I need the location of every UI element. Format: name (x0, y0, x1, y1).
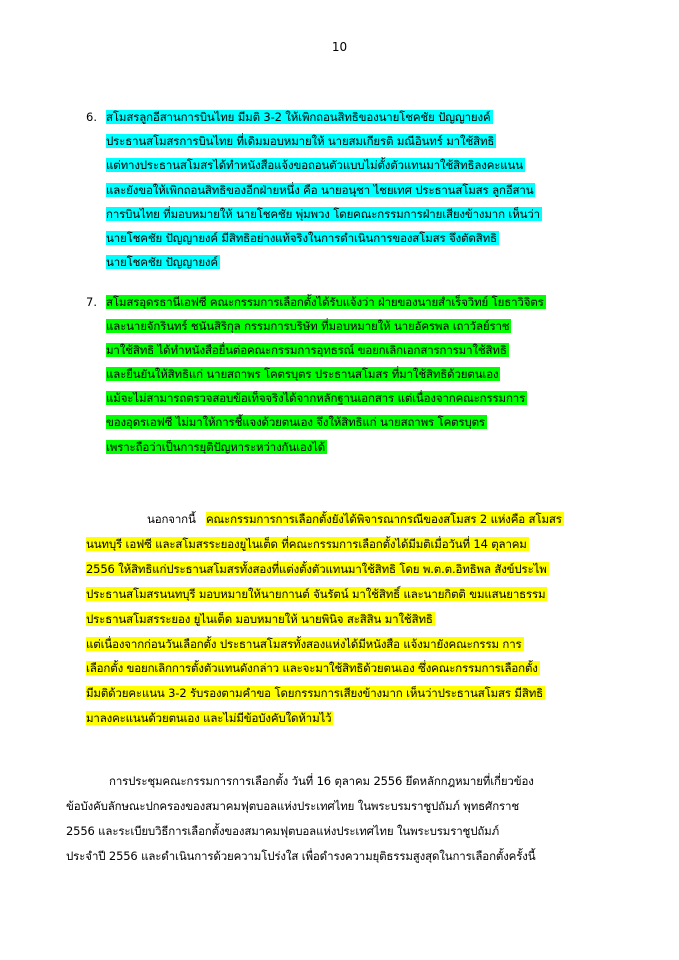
item-7-line: ของอุดรเอฟซี ไม่มาให้การชี้แจงด้วยตนเอง จึงให้สิทธิแก่ นายสถาพร โคตรบุตร (106, 415, 485, 429)
paragraph-line: 2556 และระเบียบวิธีการเลือกตั้งของสมาคมฟุตบอลแห่งประเทศไทย ในพระบรมราชูปถัมภ์ (66, 824, 500, 838)
item-6-line: และยังขอให้เพิกถอนสิทธิของอีกฝ่ายหนึ่ง คือ นายอนุชา ไชยเทศ ประธานสโมสร ลูกอีสาน (106, 183, 534, 197)
item-6-number: 6. (86, 110, 97, 124)
item-6-line: นายโชคชัย ปัญญายงค์ (106, 255, 218, 269)
paragraph-line: เลือกตั้ง ขอยกเลิกการตั้งตัวแทนดังกล่าว และจะมาใช้สิทธิด้วยตนเอง ซึ่งคณะกรรมการเลือกตั้ง (86, 661, 538, 675)
paragraph-line: คณะกรรมการการเลือกตั้งยังได้พิจารณากรณีของสโมสร 2 แห่งคือ สโมสร (206, 512, 562, 526)
item-6-line: ประธานสโมสรการบินไทย ที่เดิมมอบหมายให้ นายสมเกียรติ มณีอินทร์ มาใช้สิทธิ (106, 134, 495, 148)
paragraph-line: มาลงคะแนนด้วยตนเอง และไม่มีข้อบังคับใดห้ามไว้ (86, 711, 332, 725)
item-7-line: และนายจักรินทร์ ชนันสิริกุล กรรมการบริษัท ที่มอบหมายให้ นายอัครพล เถาวัลย์ราช (106, 319, 510, 333)
item-7-line: แม้จะไม่สามารถตรวจสอบข้อเท็จจริงได้จากหลักฐานเอกสาร แต่เนื่องจากคณะกรรมการ (106, 391, 526, 405)
item-6-line: แต่ทางประธานสโมสรได้ทำหนังสือแจ้งขอถอนตัวแบบไม่ตั้งตัวแทนมาใช้สิทธิลงคะแนน (106, 158, 523, 172)
paragraph-line: ประธานสโมสรนนทบุรี มอบหมายให้นายกานต์ จันรัตน์ มาใช้สิทธิ์ และนายกิตติ ขมแสนยาธรรม (86, 587, 546, 601)
item-7-line: เพราะถือว่าเป็นการยุติปัญหาระหว่างกันเองได้ (106, 440, 326, 454)
paragraph-line: การประชุมคณะกรรมการการเลือกตั้ง วันที่ 16 ตุลาคม 2556 ยึดหลักกฎหมายที่เกี่ยวข้อง (109, 774, 534, 788)
paragraph-line: 2556 ให้สิทธิแก่ประธานสโมสรทั้งสองที่แต่งตั้งตัวแทนมาใช้สิทธิ โดย พ.ต.ต.อิทธิพล สังข์ประไพ (86, 562, 547, 576)
item-6-line: นายโชคชัย ปัญญายงค์ มีสิทธิอย่างแท้จริงในการดำเนินการของสโมสร จึงตัดสิทธิ (106, 231, 497, 245)
item-6-line: การบินไทย ที่มอบหมายให้ นายโชคชัย พุ่มพวง โดยคณะกรรมการฝ่ายเสียงข้างมาก เห็นว่า (106, 207, 540, 221)
paragraph-line: แต่เนื่องจากก่อนวันเลือกตั้ง ประธานสโมสรทั้งสองแห่งได้มีหนังสือ แจ้งมายังคณะกรรม การ (86, 637, 522, 651)
paragraph-line: ประธานสโมสรระยอง ยูไนเต็ด มอบหมายให้ นายพินิจ สะสิสิน มาใช้สิทธิ (86, 612, 433, 626)
item-7-line: มาใช้สิทธิ ได้ทำหนังสือยื่นต่อคณะกรรมการอุทธรณ์ ขอยกเลิกเอกสารการมาใช้สิทธิ (106, 343, 507, 357)
paragraph-line: ประจำปี 2556 และดำเนินการด้วยความโปร่งใส เพื่อดำรงความยุติธรรมสูงสุดในการเลือกตั้งครั้งนี้ (66, 849, 536, 863)
item-7-line: และยืนยันให้สิทธิแก่ นายสถาพร โคตรบุตร ประธานสโมสร ที่มาใช้สิทธิด้วยตนเอง (106, 367, 499, 381)
item-7-number: 7. (86, 295, 97, 309)
item-7-line: สโมสรอุดรธานีเอฟซี คณะกรรมการเลือกตั้งได้รับแจ้งว่า ฝ่ายของนายสำเร็จวิทย์ โยธาวิจิตร (106, 295, 544, 309)
paragraph-line: นนทบุรี เอฟซี และสโมสรระยองยูไนเต็ด ที่คณะกรรมการเลือกตั้งได้มีมติเมื่อวันที่ 14 ตุลาคม (86, 537, 527, 551)
page-number: 10 (331, 40, 348, 54)
paragraph-line: ข้อบังคับลักษณะปกครองของสมาคมฟุตบอลแห่งประเทศไทย ในพระบรมราชูปถัมภ์ พุทธศักราช (66, 799, 519, 813)
paragraph-lead: นอกจากนี้ (147, 512, 196, 526)
item-6-line: สโมสรลูกอีสานการบินไทย มีมติ 3-2 ให้เพิกถอนสิทธิของนายโชคชัย ปัญญายงค์ (106, 110, 491, 124)
paragraph-line: มีมติด้วยคะแนน 3-2 รับรองตามคำขอ โดยกรรมการเสียงข้างมาก เห็นว่าประธานสโมสร มีสิทธิ (86, 686, 544, 700)
